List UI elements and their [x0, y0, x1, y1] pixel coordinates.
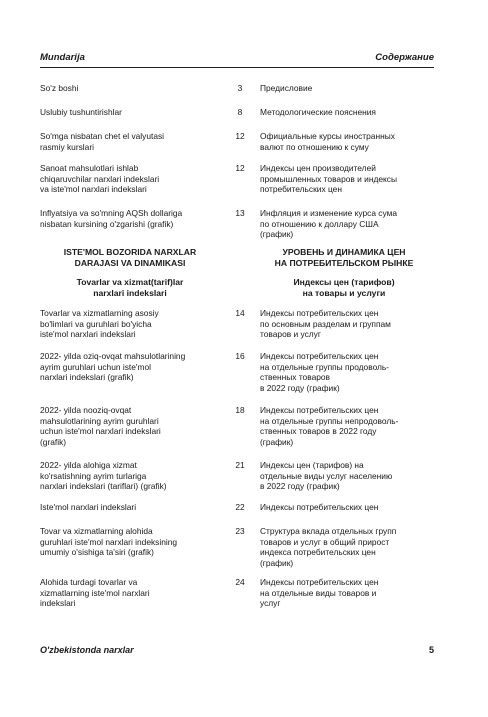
entry-ru-line: товаров и услуг в общий прирост	[260, 536, 390, 547]
entry-page-number: 22	[235, 502, 245, 512]
entry-title-ru	[260, 502, 442, 513]
entry-page-number: 21	[235, 460, 245, 470]
entry-title-ru	[260, 83, 442, 94]
entry-title-ru	[260, 526, 442, 568]
header-title-ru: Содержание	[375, 52, 434, 63]
entry-page-number: 24	[235, 577, 245, 587]
entry-ru-line: Индексы потребительских цен	[260, 577, 379, 587]
entry-ru-line: (график)	[260, 436, 294, 447]
toc-entry[interactable]	[40, 131, 434, 153]
entry-ru-line: Предисловие	[260, 83, 313, 93]
entry-title-ru	[260, 107, 442, 118]
entry-title-ru	[260, 351, 442, 393]
entry-page-number: 13	[235, 208, 245, 218]
entry-title-uz	[40, 208, 226, 229]
entry-title-uz	[40, 526, 226, 558]
entry-ru-line: (график)	[260, 557, 294, 568]
entry-title-ru	[260, 577, 442, 609]
section-ru-line: Индексы цен (тарифов)	[293, 277, 395, 287]
entry-uz-line: Tovar va xizmatlarning alohida	[40, 526, 153, 536]
entry-title-ru	[260, 460, 442, 492]
toc-entry[interactable]	[40, 83, 434, 93]
section-heading-uz	[40, 247, 220, 269]
entry-title-uz	[40, 107, 226, 118]
entry-page-number: 3	[237, 83, 243, 93]
entry-ru-line: на отдельные группы продоволь-	[260, 361, 390, 372]
entry-uz-line: So'z boshi	[40, 83, 79, 93]
entry-ru-line: Методологические пояснения	[260, 107, 376, 117]
toc-entry[interactable]	[40, 208, 434, 241]
contents-list	[40, 83, 434, 610]
entry-title-ru	[260, 405, 442, 447]
section-heading	[40, 247, 434, 269]
entry-uz-line: 2022- yilda oziq-ovqat mahsulotlarining	[40, 351, 186, 361]
entry-ru-line: в 2022 году (график)	[260, 382, 340, 393]
entry-page-number: 14	[235, 308, 245, 318]
entry-ru-line: Индексы потребительских цен	[260, 405, 379, 415]
header-divider	[40, 67, 434, 68]
entry-uz-line: So'mga nisbatan chet el valyutasi	[40, 131, 165, 141]
section-uz-line: narxlari indekslari	[93, 288, 167, 298]
entry-page-number: 16	[235, 351, 245, 361]
toc-entry[interactable]	[40, 163, 434, 196]
entry-uz-line: Uslubiy tushuntirishlar	[40, 107, 122, 117]
entry-uz-line: Alohida turdagi tovarlar va	[40, 577, 138, 587]
entry-title-ru	[260, 163, 442, 195]
toc-entry[interactable]	[40, 526, 434, 569]
entry-title-uz	[40, 351, 226, 383]
entry-title-ru	[260, 208, 442, 240]
toc-entry[interactable]	[40, 502, 434, 512]
entry-uz-line: 2022- yilda nooziq-ovqat	[40, 405, 132, 415]
entry-title-uz	[40, 131, 226, 152]
entry-ru-line: Структура вклада отдельных групп	[260, 526, 397, 536]
entry-uz-line: Inflyatsiya va so'mning AQSh dollariga	[40, 208, 183, 218]
entry-page-number: 12	[235, 163, 245, 173]
section-ru-line: на товары и услуги	[302, 288, 386, 298]
entry-title-uz	[40, 502, 226, 513]
entry-uz-line: (grafik)	[40, 436, 67, 447]
entry-uz-line: guruhlari iste'mol narxlari indeksining	[40, 536, 178, 547]
entry-uz-line: chiqaruvchilar narxlari indekslari	[40, 173, 160, 184]
entry-ru-line: отдельные виды услуг населению	[260, 470, 393, 481]
section-heading-ru	[254, 277, 434, 299]
entry-uz-line: 2022- yilda alohiga xizmat	[40, 460, 137, 470]
entry-ru-line: Инфляция и изменение курса сума	[260, 208, 397, 218]
entry-uz-line: bo'limlari va guruhlari bo'yicha	[40, 318, 152, 329]
toc-entry[interactable]	[40, 308, 434, 341]
entry-ru-line: Индексы потребительских цен	[260, 351, 379, 361]
section-heading	[40, 277, 434, 299]
toc-entry[interactable]	[40, 405, 434, 448]
section-ru-line: НА ПОТРЕБИТЕЛЬСКОМ РЫНКЕ	[274, 258, 414, 268]
section-heading-uz	[40, 277, 220, 299]
entry-page-number: 12	[235, 131, 245, 141]
entry-ru-line: промышленных товаров и индексы	[260, 173, 397, 184]
entry-ru-line: в 2022 году (график)	[260, 481, 340, 491]
entry-title-uz	[40, 163, 226, 195]
toc-entry[interactable]	[40, 577, 434, 610]
entry-ru-line: индекса потребительских цен	[260, 547, 376, 557]
entry-uz-line: uchun iste'mol narxlari indekslari	[40, 426, 161, 436]
entry-title-ru	[260, 308, 442, 340]
entry-title-uz	[40, 405, 226, 447]
entry-uz-line: xizmatlarning iste'mol narxlari	[40, 587, 150, 598]
page-number: 5	[428, 645, 434, 655]
entry-page-number: 8	[237, 107, 243, 117]
entry-uz-line: Tovarlar va xizmatlarning asosiy	[40, 308, 159, 318]
entry-ru-line: ственных товаров	[260, 372, 330, 382]
entry-ru-line: Индексы цен производителей	[260, 163, 376, 173]
entry-page-number: 23	[235, 526, 245, 536]
entry-uz-line: Sanoat mahsulotlari ishlab	[40, 163, 139, 173]
toc-entry[interactable]	[40, 460, 434, 493]
entry-ru-line: по основным разделам и группам	[260, 318, 391, 329]
entry-uz-line: indekslari	[40, 598, 76, 608]
entry-uz-line: narxlari indekslari (tariflari) (grafik)	[40, 481, 167, 491]
toc-entry[interactable]	[40, 351, 434, 394]
section-heading-ru	[254, 247, 434, 269]
entry-uz-line: va iste'mol narxlari indekslari	[40, 184, 147, 194]
entry-ru-line: потребительских цен	[260, 184, 342, 194]
entry-title-uz	[40, 577, 226, 609]
entry-ru-line: Официальные курсы иностранных	[260, 131, 395, 141]
entry-ru-line: Индексы цен (тарифов) на	[260, 460, 364, 470]
entry-uz-line: nisbatan kursining o'zgarishi (grafik)	[40, 218, 174, 229]
entry-ru-line: валют по отношению к суму	[260, 141, 369, 152]
entry-uz-line: mahsulotlarining ayrim guruhlari	[40, 415, 159, 426]
entry-title-uz	[40, 83, 226, 94]
entry-uz-line: iste'mol narxlari indekslari	[40, 329, 136, 339]
entry-ru-line: по отношению к доллару США	[260, 218, 379, 229]
footer-title: O'zbekistonda narxlar	[40, 645, 134, 655]
entry-page-number: 18	[235, 405, 245, 415]
entry-title-uz	[40, 460, 226, 492]
entry-ru-line: (график)	[260, 229, 294, 239]
entry-uz-line: narxlari indekslari (grafik)	[40, 372, 134, 382]
entry-title-ru	[260, 131, 442, 152]
section-uz-line: Tovarlar va xizmat(tarif)lar	[76, 277, 184, 287]
section-ru-line: УРОВЕНЬ И ДИНАМИКА ЦЕН	[282, 247, 406, 257]
entry-uz-line: ayrim guruhlari uchun iste'mol	[40, 361, 151, 372]
entry-title-uz	[40, 308, 226, 340]
entry-uz-line: Iste'mol narxlari indekslari	[40, 502, 137, 512]
toc-entry[interactable]	[40, 107, 434, 117]
entry-uz-line: rasmiy kurslari	[40, 141, 94, 152]
entry-ru-line: на отдельные виды товаров и	[260, 587, 377, 598]
entry-ru-line: Индексы потребительских цен	[260, 308, 379, 318]
header-title-uz: Mundarija	[40, 52, 85, 63]
entry-ru-line: услуг	[260, 598, 281, 608]
entry-ru-line: на отдельные группы непродоволь-	[260, 415, 399, 426]
section-uz-line: DARAJASI VA DINAMIKASI	[74, 258, 186, 268]
entry-uz-line: ko'rsatishning ayrim turlariga	[40, 470, 147, 481]
entry-ru-line: ственных товаров в 2022 году	[260, 426, 377, 436]
entry-ru-line: Индексы потребительских цен	[260, 502, 379, 512]
entry-uz-line: umumiy o'sishiga ta'siri (grafik)	[40, 547, 154, 557]
section-uz-line: ISTE'MOL BOZORIDA NARXLAR	[63, 247, 197, 257]
entry-ru-line: товаров и услуг	[260, 329, 321, 339]
